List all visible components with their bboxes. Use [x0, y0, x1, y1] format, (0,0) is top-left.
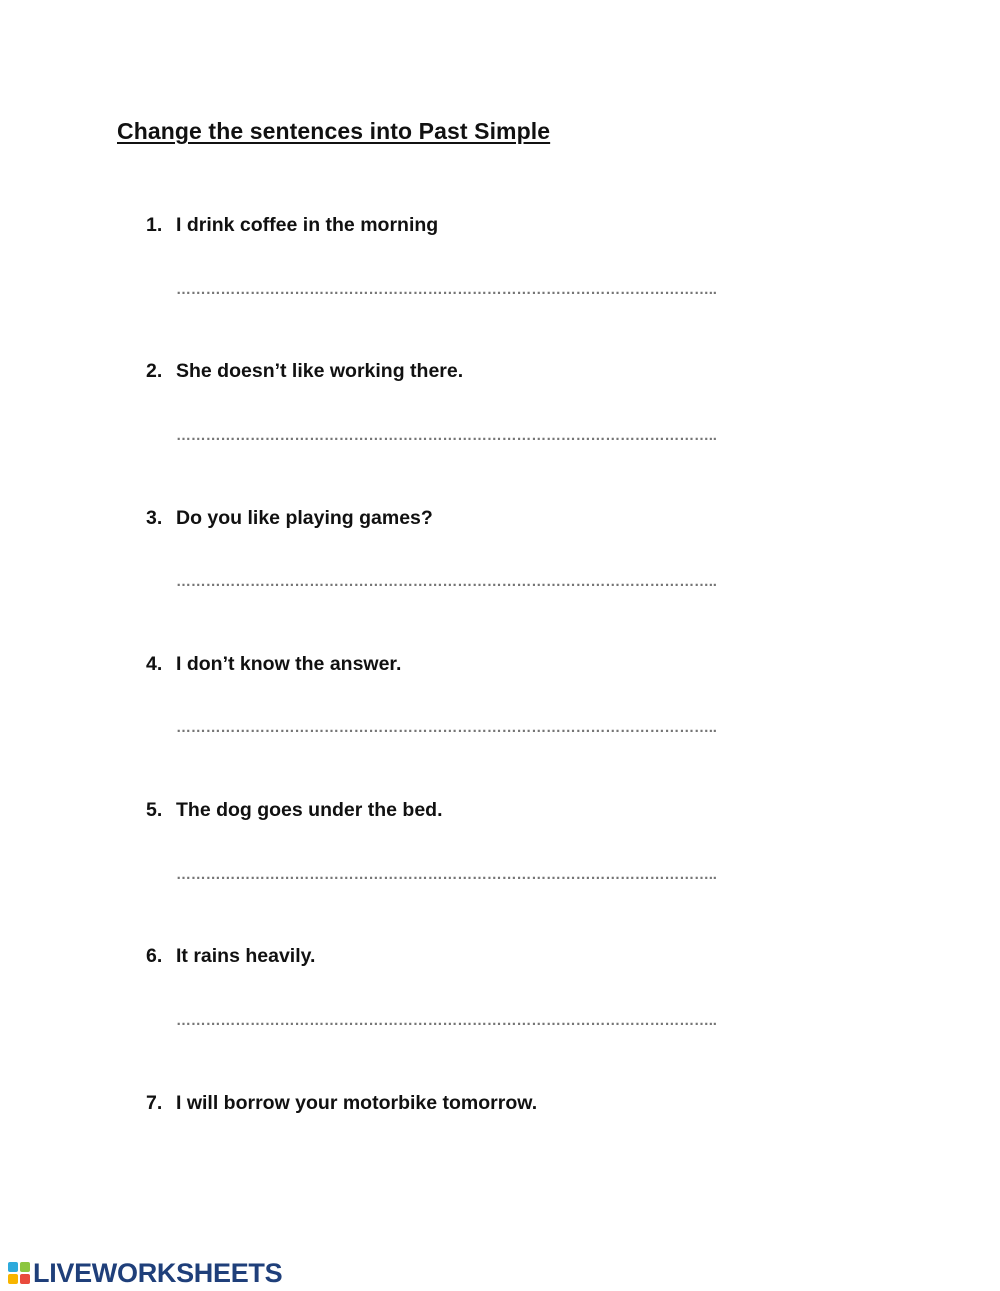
question-number: 3.	[146, 507, 163, 529]
question-7	[146, 1092, 537, 1115]
liveworksheets-logo-icon	[8, 1262, 30, 1284]
worksheet-title: Change the sentences into Past Simple	[117, 118, 551, 144]
question-text: I will borrow your motorbike tomorrow.	[176, 1092, 538, 1114]
question-text: Do you like playing games?	[176, 507, 433, 529]
question-number: 1.	[146, 214, 163, 236]
question-number: 4.	[146, 653, 163, 675]
answer-input-3[interactable]	[176, 569, 758, 593]
question-number: 5.	[146, 799, 163, 821]
question-number: 6.	[146, 945, 163, 967]
question-number: 2.	[146, 360, 163, 382]
answer-input-2[interactable]	[176, 423, 758, 447]
question-text: The dog goes under the bed.	[176, 799, 443, 821]
liveworksheets-brand	[8, 1260, 282, 1286]
answer-input-1[interactable]	[176, 277, 758, 301]
answer-input-4[interactable]	[176, 715, 758, 739]
question-number: 7.	[146, 1092, 163, 1114]
question-2	[146, 360, 463, 383]
question-1	[146, 214, 438, 237]
question-text: I don’t know the answer.	[176, 653, 402, 675]
brand-name: LIVEWORKSHEETS	[33, 1258, 283, 1288]
question-6	[146, 945, 315, 968]
answer-input-6[interactable]	[176, 1008, 758, 1032]
question-5	[146, 799, 443, 822]
question-4	[146, 653, 401, 676]
question-text: She doesn’t like working there.	[176, 360, 464, 382]
answer-input-5[interactable]	[176, 862, 758, 886]
question-text: I drink coffee in the morning	[176, 214, 439, 236]
question-text: It rains heavily.	[176, 945, 316, 967]
question-3	[146, 507, 433, 530]
